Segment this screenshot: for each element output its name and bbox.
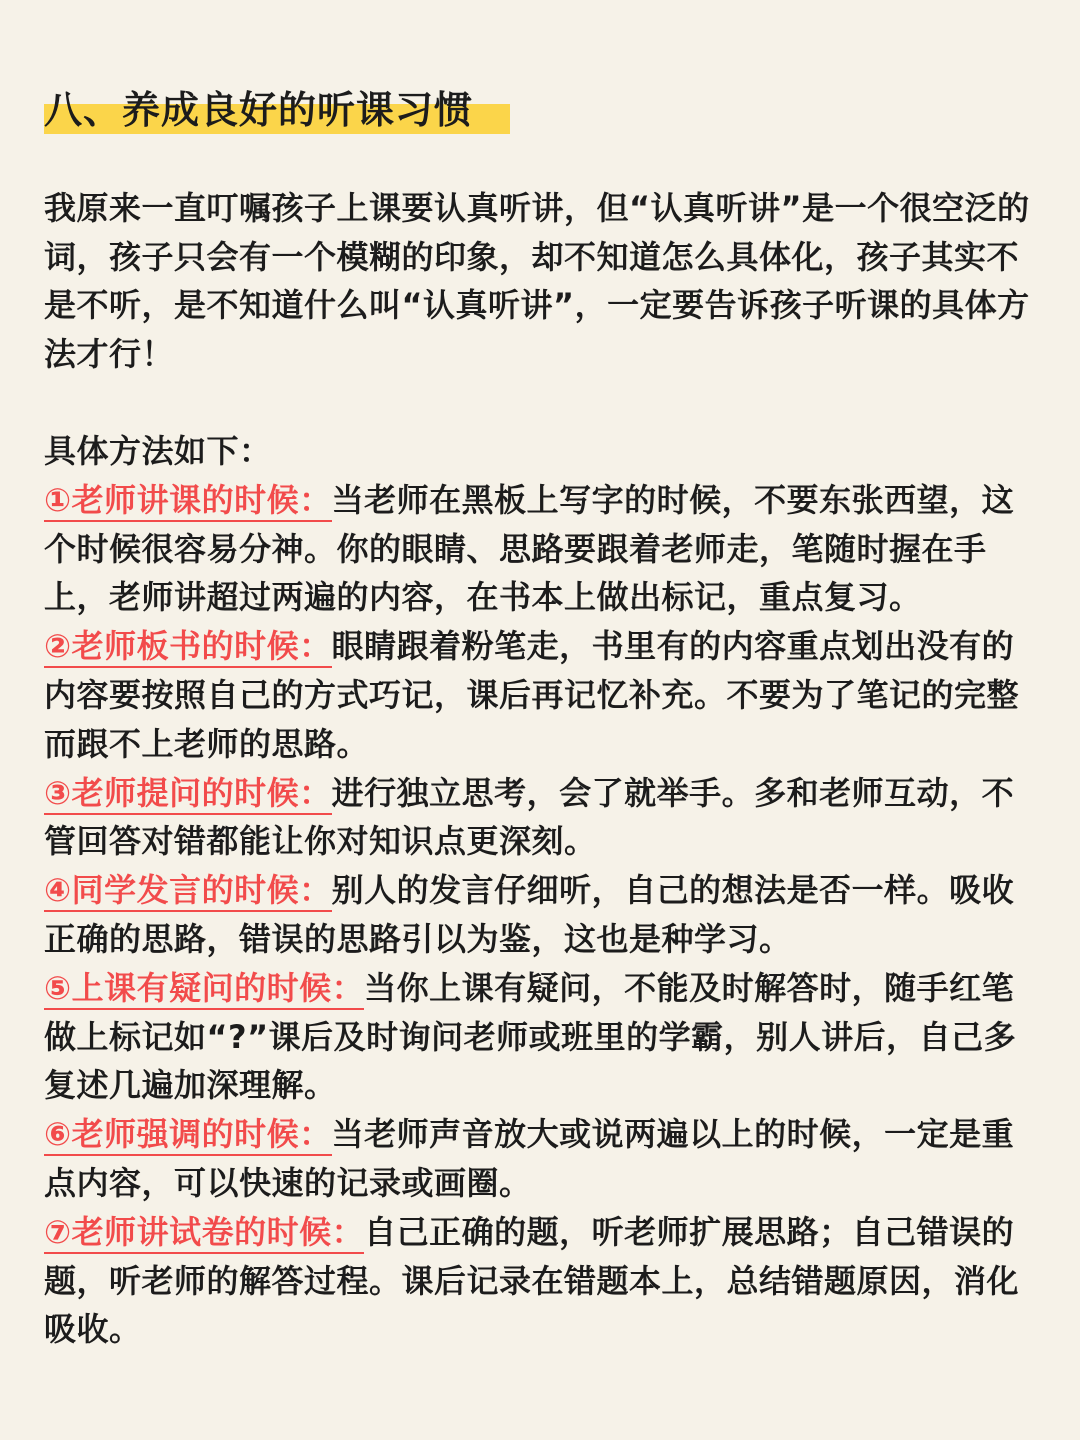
method-item	[44, 1110, 1040, 1208]
method-label: ⑤上课有疑问的时候：	[44, 969, 364, 1010]
method-label: ⑦老师讲试卷的时候：	[44, 1213, 364, 1254]
method-item	[44, 964, 1040, 1110]
methods-heading: 具体方法如下：	[44, 432, 272, 470]
page-title: 八、养成良好的听课习惯	[44, 88, 474, 132]
method-text: 当你上课有疑问，不能及时解答时，随手红笔做上标记如“?”课后及时询问老师或班里的学霸，别人讲后，自己多复述几遍加深理解。	[44, 968, 1017, 1105]
title-block	[44, 84, 473, 140]
method-label: ①老师讲课的时候：	[44, 481, 332, 522]
method-label: ②老师板书的时候：	[44, 627, 332, 668]
method-text: 当老师在黑板上写字的时候，不要东张西望，这个时候很容易分神。你的眼睛、思路要跟着老师走，笔随时握在手上，老师讲超过两遍的内容，在书本上做出标记，重点复习。	[44, 480, 1015, 617]
method-item	[44, 769, 1040, 867]
method-label: ④同学发言的时候：	[44, 871, 332, 912]
method-text: 眼睛跟着粉笔走，书里有的内容重点划出没有的内容要按照自己的方式巧记，课后再记忆补充。不要为了笔记的完整而跟不上老师的思路。	[44, 627, 1020, 763]
method-text: 进行独立思考，会了就举手。多和老师互动，不管回答对错都能让你对知识点更深刻。	[44, 773, 1015, 861]
method-item	[44, 476, 1040, 622]
intro-paragraph: 我原来一直叮嘱孩子上课要认真听讲，但“认真听讲”是一个很空泛的词，孩子只会有一个模糊的印象，却不知道怎么具体化，孩子其实不是不听，是不知道什么叫“认真听讲”，一定要告诉孩子听课的具体方法才行！	[44, 189, 1030, 373]
method-item	[44, 1208, 1040, 1354]
method-text: 自己正确的题，听老师扩展思路；自己错误的题，听老师的解答过程。课后记录在错题本上，总结错题原因，消化吸收。	[44, 1212, 1020, 1349]
method-text: 当老师声音放大或说两遍以上的时候，一定是重点内容，可以快速的记录或画圈。	[44, 1115, 1015, 1202]
method-item	[44, 866, 1040, 964]
methods-section	[44, 427, 1040, 1354]
method-label: ⑥老师强调的时候：	[44, 1115, 332, 1156]
method-item	[44, 622, 1040, 768]
method-text: 别人的发言仔细听，自己的想法是否一样。吸收正确的思路，错误的思路引以为鉴，这也是种学习。	[44, 871, 1015, 958]
method-label: ③老师提问的时候：	[44, 774, 332, 815]
